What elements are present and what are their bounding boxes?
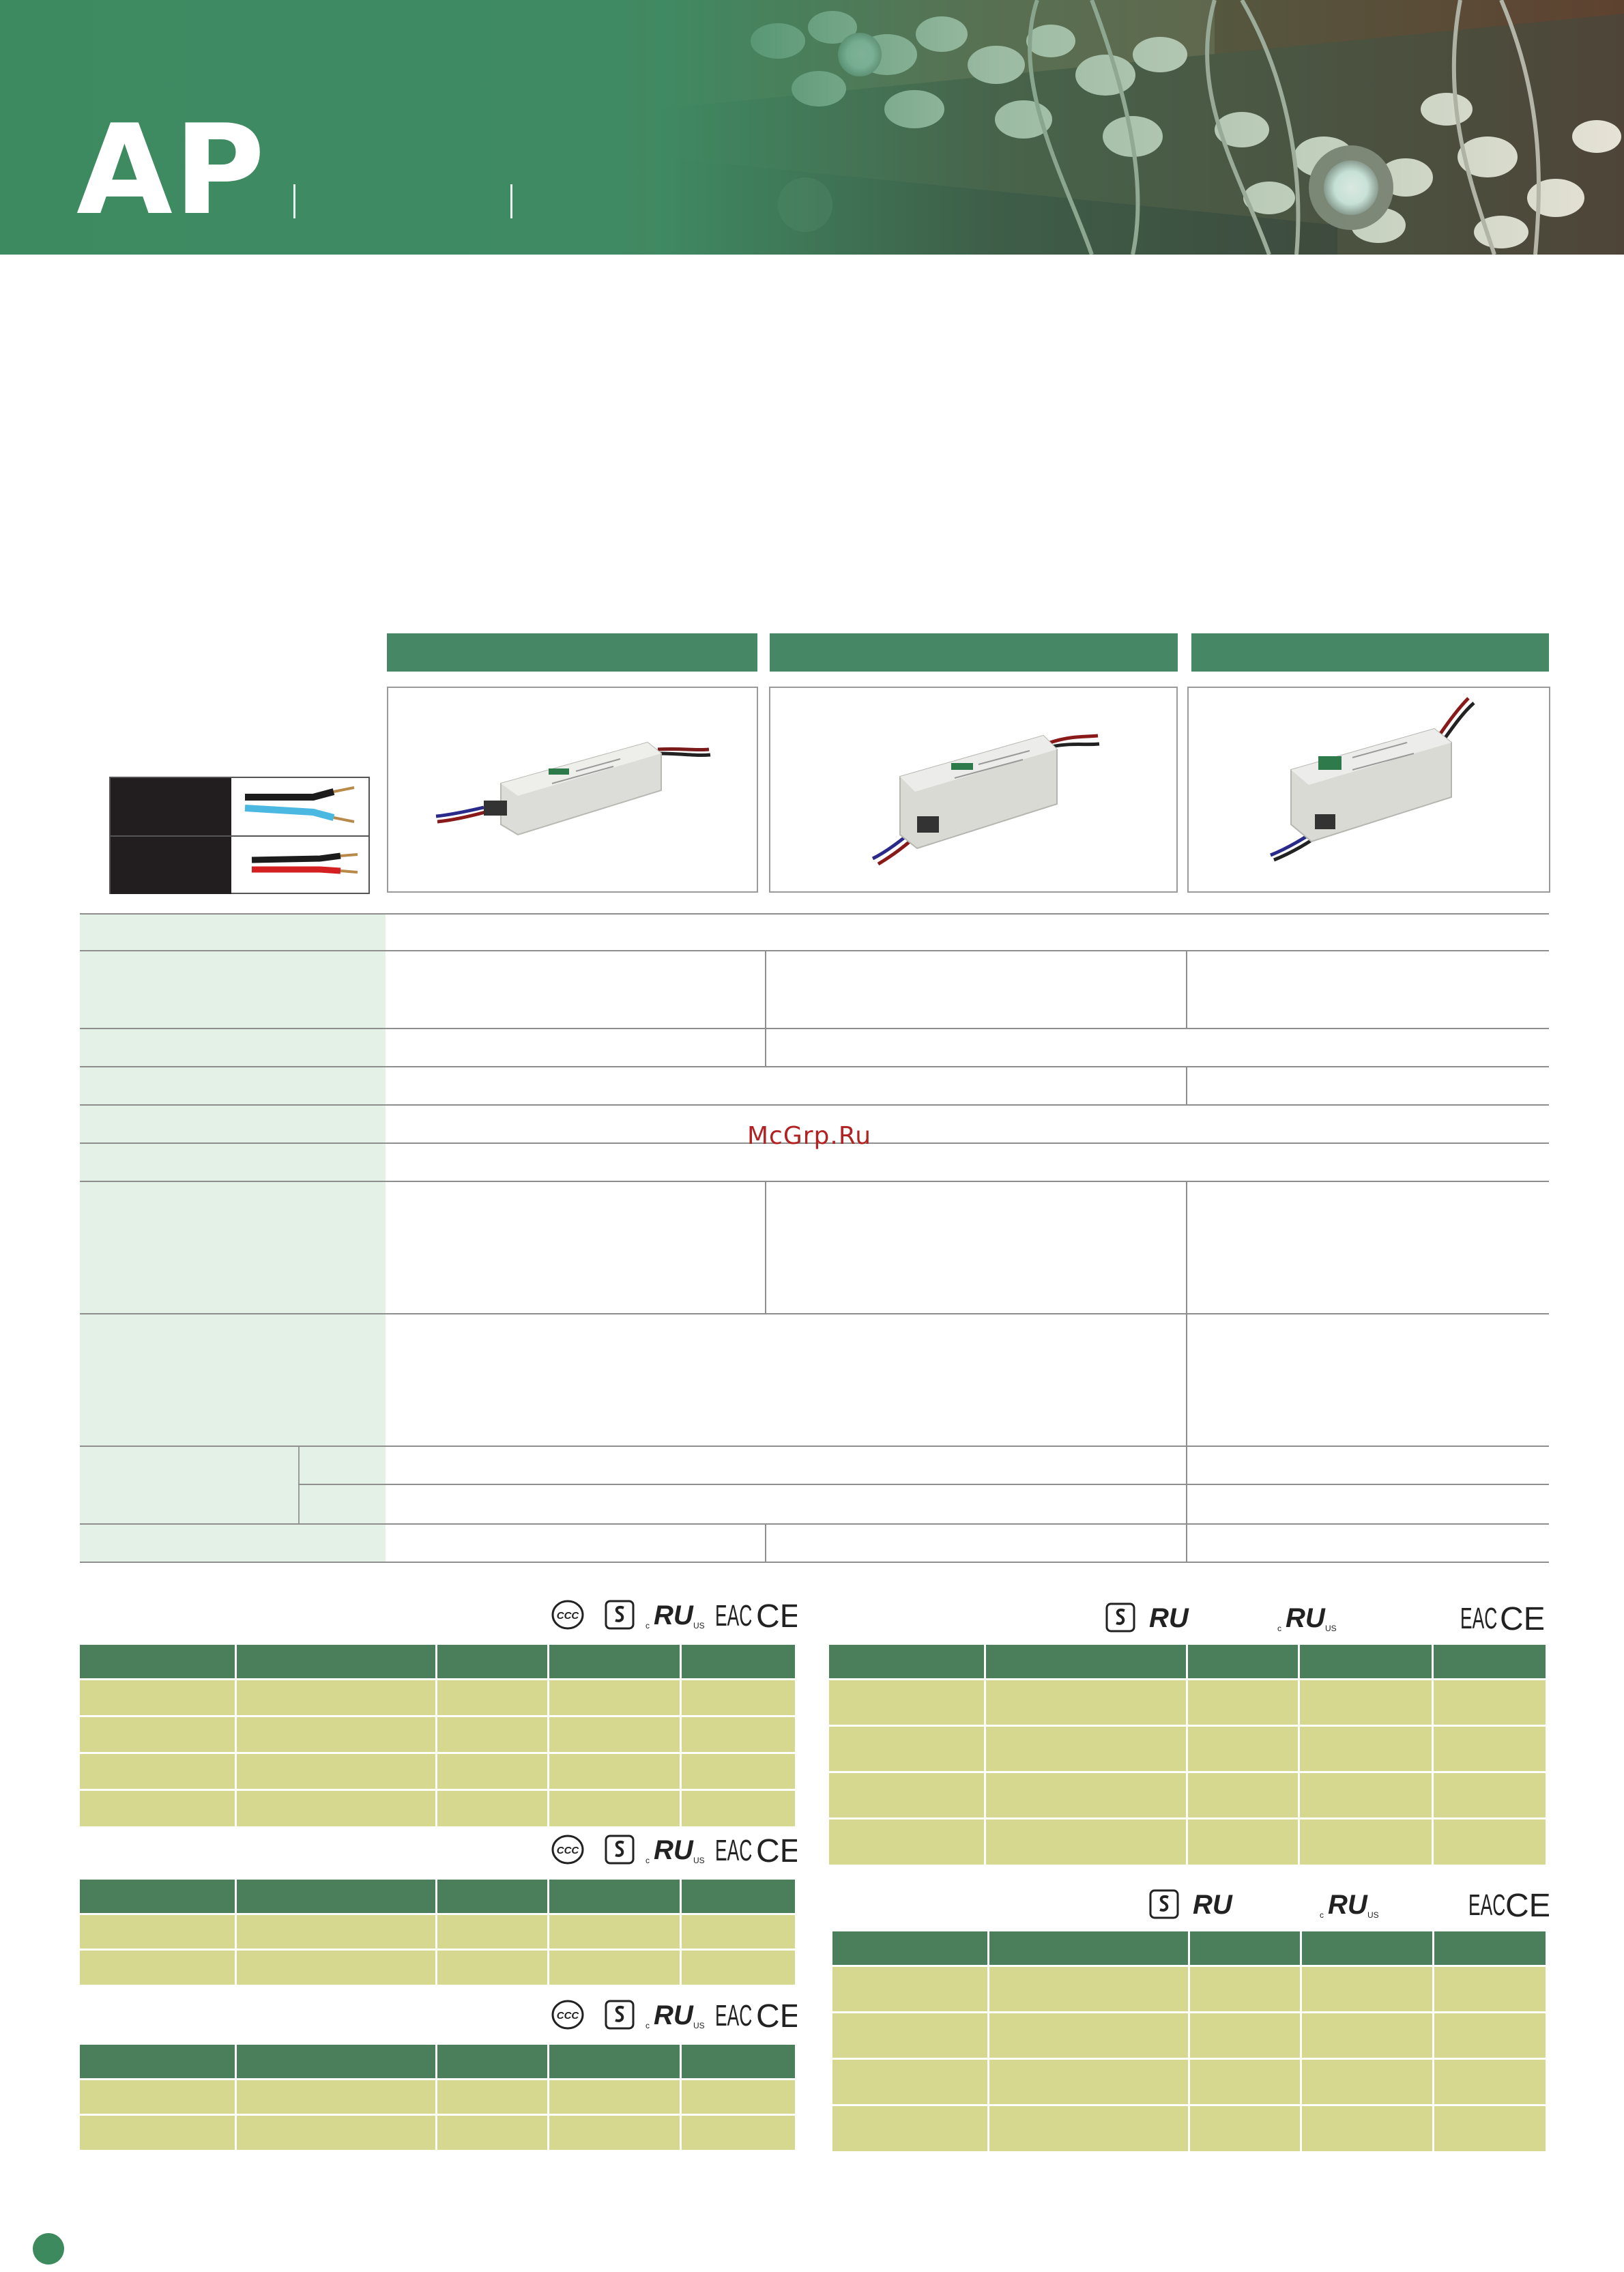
banner-photo	[655, 0, 1624, 255]
model-selection-table	[832, 1931, 1546, 2151]
table-cell	[1299, 1772, 1432, 1818]
table-cell	[436, 1914, 548, 1949]
table-header-cell	[436, 1645, 548, 1679]
cable-option	[111, 778, 368, 835]
wire-black-red-icon	[231, 837, 368, 894]
table-rule	[1186, 951, 1187, 1028]
culus-mark-icon	[646, 1598, 708, 1631]
table-header-cell	[1187, 1645, 1299, 1679]
svg-text:US: US	[693, 1621, 705, 1630]
eac-mark-icon	[715, 1833, 756, 1866]
table-cell	[829, 1679, 985, 1725]
table-rule	[80, 913, 1549, 915]
table-cell	[548, 1753, 680, 1789]
table-cell	[832, 2012, 988, 2058]
certification-marks	[551, 1833, 797, 1866]
spec-label-cell	[80, 1106, 386, 1142]
table-cell	[1432, 1725, 1546, 1772]
table-cell	[80, 1789, 235, 1826]
ccc-mark-icon	[551, 1998, 585, 2031]
table-header-row	[80, 1880, 795, 1914]
ce-mark-icon	[1505, 1888, 1549, 1921]
wire-black-blue-icon	[231, 778, 368, 835]
product-image-frame	[387, 687, 758, 893]
table-cell	[1433, 1966, 1546, 2012]
table-cell	[829, 1725, 985, 1772]
table-cell	[235, 1789, 436, 1826]
table-cell	[235, 1914, 436, 1949]
eac-mark-icon	[1460, 1601, 1501, 1634]
table-cell	[1187, 1725, 1299, 1772]
table-cell	[436, 2114, 548, 2150]
spec-label-cell	[80, 1029, 386, 1066]
table-cell	[829, 1772, 985, 1818]
spec-label-cell	[80, 1067, 386, 1104]
table-row	[80, 1789, 795, 1826]
table-rule	[80, 1523, 1549, 1525]
table-cell	[985, 1772, 1187, 1818]
table-header-cell	[80, 1880, 235, 1914]
svg-text:US: US	[693, 1856, 705, 1865]
table-rule	[80, 1446, 1549, 1447]
table-row	[80, 1949, 795, 1985]
table-cell	[1187, 1772, 1299, 1818]
ce-mark-icon	[756, 1833, 797, 1866]
spec-label-cell	[80, 1525, 386, 1562]
series-title: AP	[76, 98, 267, 242]
table-rule	[80, 950, 1549, 951]
table-header-cell	[1189, 1931, 1301, 1966]
certification-marks	[551, 1598, 797, 1631]
table-header-row	[829, 1645, 1546, 1679]
model-selection-table	[80, 1880, 795, 1985]
led-driver-medium-photo	[770, 688, 1176, 891]
ccc-mark-icon	[551, 1833, 585, 1866]
certification-marks	[1149, 1888, 1552, 1921]
table-row	[829, 1818, 1546, 1865]
table-header-cell	[235, 1880, 436, 1914]
table-rule	[80, 1313, 1549, 1314]
table-cell	[988, 2105, 1189, 2151]
table-rule	[1186, 1067, 1187, 1104]
table-cell	[1301, 2058, 1433, 2105]
table-header-cell	[985, 1645, 1187, 1679]
table-rule	[1186, 1314, 1187, 1446]
table-rule	[765, 951, 766, 1028]
table-cell	[80, 2114, 235, 2150]
title-divider	[293, 184, 295, 218]
table-rule	[298, 1484, 1549, 1485]
table-cell	[680, 2079, 795, 2114]
table-header-cell	[680, 1880, 795, 1914]
table-cell	[985, 1818, 1187, 1865]
table-cell	[1299, 1725, 1432, 1772]
table-cell	[1301, 1966, 1433, 2012]
ccc-mark-icon	[551, 1598, 585, 1631]
table-header-cell	[235, 2045, 436, 2079]
table-cell	[832, 2105, 988, 2151]
table-rule	[80, 1181, 1549, 1182]
table-cell	[985, 1679, 1187, 1725]
table-cell	[436, 1679, 548, 1716]
table-rule	[1186, 1525, 1187, 1562]
eac-mark-icon	[715, 1998, 756, 2031]
table-cell	[548, 1716, 680, 1753]
table-cell	[1189, 1966, 1301, 2012]
table-cell	[235, 2079, 436, 2114]
table-cell	[1187, 1679, 1299, 1725]
spec-sublabel-cell	[298, 1485, 386, 1523]
cable-option	[111, 837, 368, 894]
table-cell	[80, 1679, 235, 1716]
table-cell	[548, 1949, 680, 1985]
table-rule	[80, 1104, 1549, 1106]
table-header-cell	[548, 2045, 680, 2079]
led-driver-large-photo	[1189, 688, 1549, 891]
table-header-cell	[1299, 1645, 1432, 1679]
spec-label-cell	[80, 1447, 298, 1523]
cable-legend	[109, 777, 370, 894]
table-cell	[548, 2114, 680, 2150]
table-cell	[548, 1789, 680, 1826]
table-cell	[235, 1716, 436, 1753]
table-rule	[1186, 1182, 1187, 1313]
table-cell	[436, 2079, 548, 2114]
table-header-row	[832, 1931, 1546, 1966]
table-header-cell	[1301, 1931, 1433, 1966]
table-cell	[548, 1914, 680, 1949]
ul-mark-icon	[1149, 1601, 1197, 1634]
table-header-cell	[680, 2045, 795, 2079]
table-cell	[829, 1818, 985, 1865]
table-cell	[832, 1966, 988, 2012]
table-row	[80, 1914, 795, 1949]
watermark: McGrp.Ru	[747, 1122, 872, 1150]
table-cell	[1432, 1772, 1546, 1818]
spec-label-cell	[80, 1314, 386, 1446]
ce-mark-icon	[1500, 1601, 1543, 1634]
table-header-cell	[548, 1645, 680, 1679]
ce-mark-icon	[756, 1998, 797, 2031]
table-cell	[436, 1753, 548, 1789]
table-cell	[1433, 2058, 1546, 2105]
table-header-row	[80, 2045, 795, 2079]
table-cell	[235, 1679, 436, 1716]
table-cell	[832, 2058, 988, 2105]
table-cell	[1189, 2105, 1301, 2151]
spec-label-cell	[80, 1182, 386, 1313]
table-row	[80, 1716, 795, 1753]
table-rule	[80, 1562, 1549, 1563]
table-header-cell	[988, 1931, 1189, 1966]
table-cell	[548, 2079, 680, 2114]
table-cell	[1433, 2105, 1546, 2151]
table-rule	[765, 1525, 766, 1562]
table-cell	[235, 2114, 436, 2150]
svg-text:c: c	[646, 1621, 650, 1630]
product-image-frame	[769, 687, 1178, 893]
product-image-frame	[1187, 687, 1550, 893]
table-row	[832, 1966, 1546, 2012]
s-mark-icon	[605, 1998, 636, 2031]
table-header-cell	[548, 1880, 680, 1914]
spec-label-cell	[80, 915, 386, 950]
table-row	[829, 1725, 1546, 1772]
model-selection-table	[829, 1645, 1546, 1865]
table-cell	[235, 1949, 436, 1985]
svg-text:c: c	[646, 1856, 650, 1865]
table-cell	[80, 1716, 235, 1753]
table-cell	[680, 1914, 795, 1949]
svg-text:c: c	[1277, 1624, 1281, 1633]
table-cell	[680, 2114, 795, 2150]
table-cell	[1189, 2012, 1301, 2058]
table-row	[832, 2105, 1546, 2151]
table-rule	[80, 1028, 1549, 1029]
table-row	[832, 2012, 1546, 2058]
spec-label-cell	[80, 1144, 386, 1181]
table-row	[80, 1679, 795, 1716]
table-cell	[1432, 1679, 1546, 1725]
table-cell	[988, 2012, 1189, 2058]
svg-text:c: c	[646, 2021, 650, 2030]
table-rule	[1186, 1447, 1187, 1523]
table-cell	[436, 1949, 548, 1985]
product-header-bar	[387, 633, 757, 672]
table-cell	[680, 1949, 795, 1985]
table-cell	[80, 1914, 235, 1949]
certification-marks	[551, 1998, 797, 2031]
table-cell	[1301, 2105, 1433, 2151]
table-cell	[985, 1725, 1187, 1772]
svg-text:c: c	[1320, 1910, 1324, 1920]
product-header-bar	[1191, 633, 1549, 672]
table-cell	[988, 1966, 1189, 2012]
table-cell	[1433, 2012, 1546, 2058]
eac-mark-icon	[1468, 1888, 1509, 1921]
spec-sublabel-cell	[298, 1447, 386, 1484]
table-cell	[80, 1949, 235, 1985]
table-cell	[548, 1679, 680, 1716]
table-row	[80, 1753, 795, 1789]
table-rule	[765, 1029, 766, 1066]
table-cell	[80, 1753, 235, 1789]
ce-mark-icon	[756, 1598, 797, 1631]
s-mark-icon	[1105, 1601, 1137, 1634]
table-row	[829, 1772, 1546, 1818]
table-header-cell	[436, 2045, 548, 2079]
table-header-cell	[829, 1645, 985, 1679]
table-row	[832, 2058, 1546, 2105]
table-header-cell	[1432, 1645, 1546, 1679]
s-mark-icon	[1149, 1888, 1180, 1921]
table-rule	[80, 1066, 1549, 1067]
table-row	[80, 2079, 795, 2114]
led-driver-small-photo	[388, 688, 757, 891]
table-cell	[436, 1789, 548, 1826]
table-row	[829, 1679, 1546, 1725]
svg-text:US: US	[693, 2021, 705, 2030]
culus-mark-icon	[1277, 1601, 1346, 1634]
page-marker	[33, 2233, 64, 2264]
table-header-cell	[680, 1645, 795, 1679]
table-cell	[80, 2079, 235, 2114]
table-header-cell	[235, 1645, 436, 1679]
culus-mark-icon	[1320, 1888, 1388, 1921]
table-cell	[235, 1753, 436, 1789]
table-cell	[680, 1679, 795, 1716]
ul-mark-icon	[1193, 1888, 1241, 1921]
cable-option-tag	[111, 837, 231, 894]
cable-option-tag	[111, 778, 231, 835]
table-header-cell	[80, 1645, 235, 1679]
svg-text:US: US	[1325, 1624, 1337, 1633]
table-header-row	[80, 1645, 795, 1679]
table-cell	[680, 1789, 795, 1826]
table-cell	[1299, 1818, 1432, 1865]
table-header-cell	[436, 1880, 548, 1914]
table-cell	[1301, 2012, 1433, 2058]
table-header-cell	[1433, 1931, 1546, 1966]
title-divider	[510, 184, 512, 218]
table-row	[80, 2114, 795, 2150]
eac-mark-icon	[715, 1598, 756, 1631]
table-cell	[436, 1716, 548, 1753]
culus-mark-icon	[646, 1833, 708, 1866]
header-banner	[0, 0, 1624, 255]
table-cell	[988, 2058, 1189, 2105]
s-mark-icon	[605, 1833, 636, 1866]
svg-text:US: US	[1367, 1910, 1379, 1920]
spec-label-cell	[80, 951, 386, 1028]
table-cell	[680, 1753, 795, 1789]
table-cell	[1299, 1679, 1432, 1725]
model-selection-table	[80, 1645, 795, 1826]
table-rule	[765, 1182, 766, 1313]
table-cell	[1187, 1818, 1299, 1865]
table-cell	[1189, 2058, 1301, 2105]
certification-marks	[1105, 1601, 1549, 1634]
product-header-bar	[770, 633, 1178, 672]
culus-mark-icon	[646, 1998, 708, 2031]
table-cell	[1432, 1818, 1546, 1865]
table-cell	[680, 1716, 795, 1753]
table-header-cell	[80, 2045, 235, 2079]
s-mark-icon	[605, 1598, 636, 1631]
model-selection-table	[80, 2045, 795, 2150]
table-header-cell	[832, 1931, 988, 1966]
